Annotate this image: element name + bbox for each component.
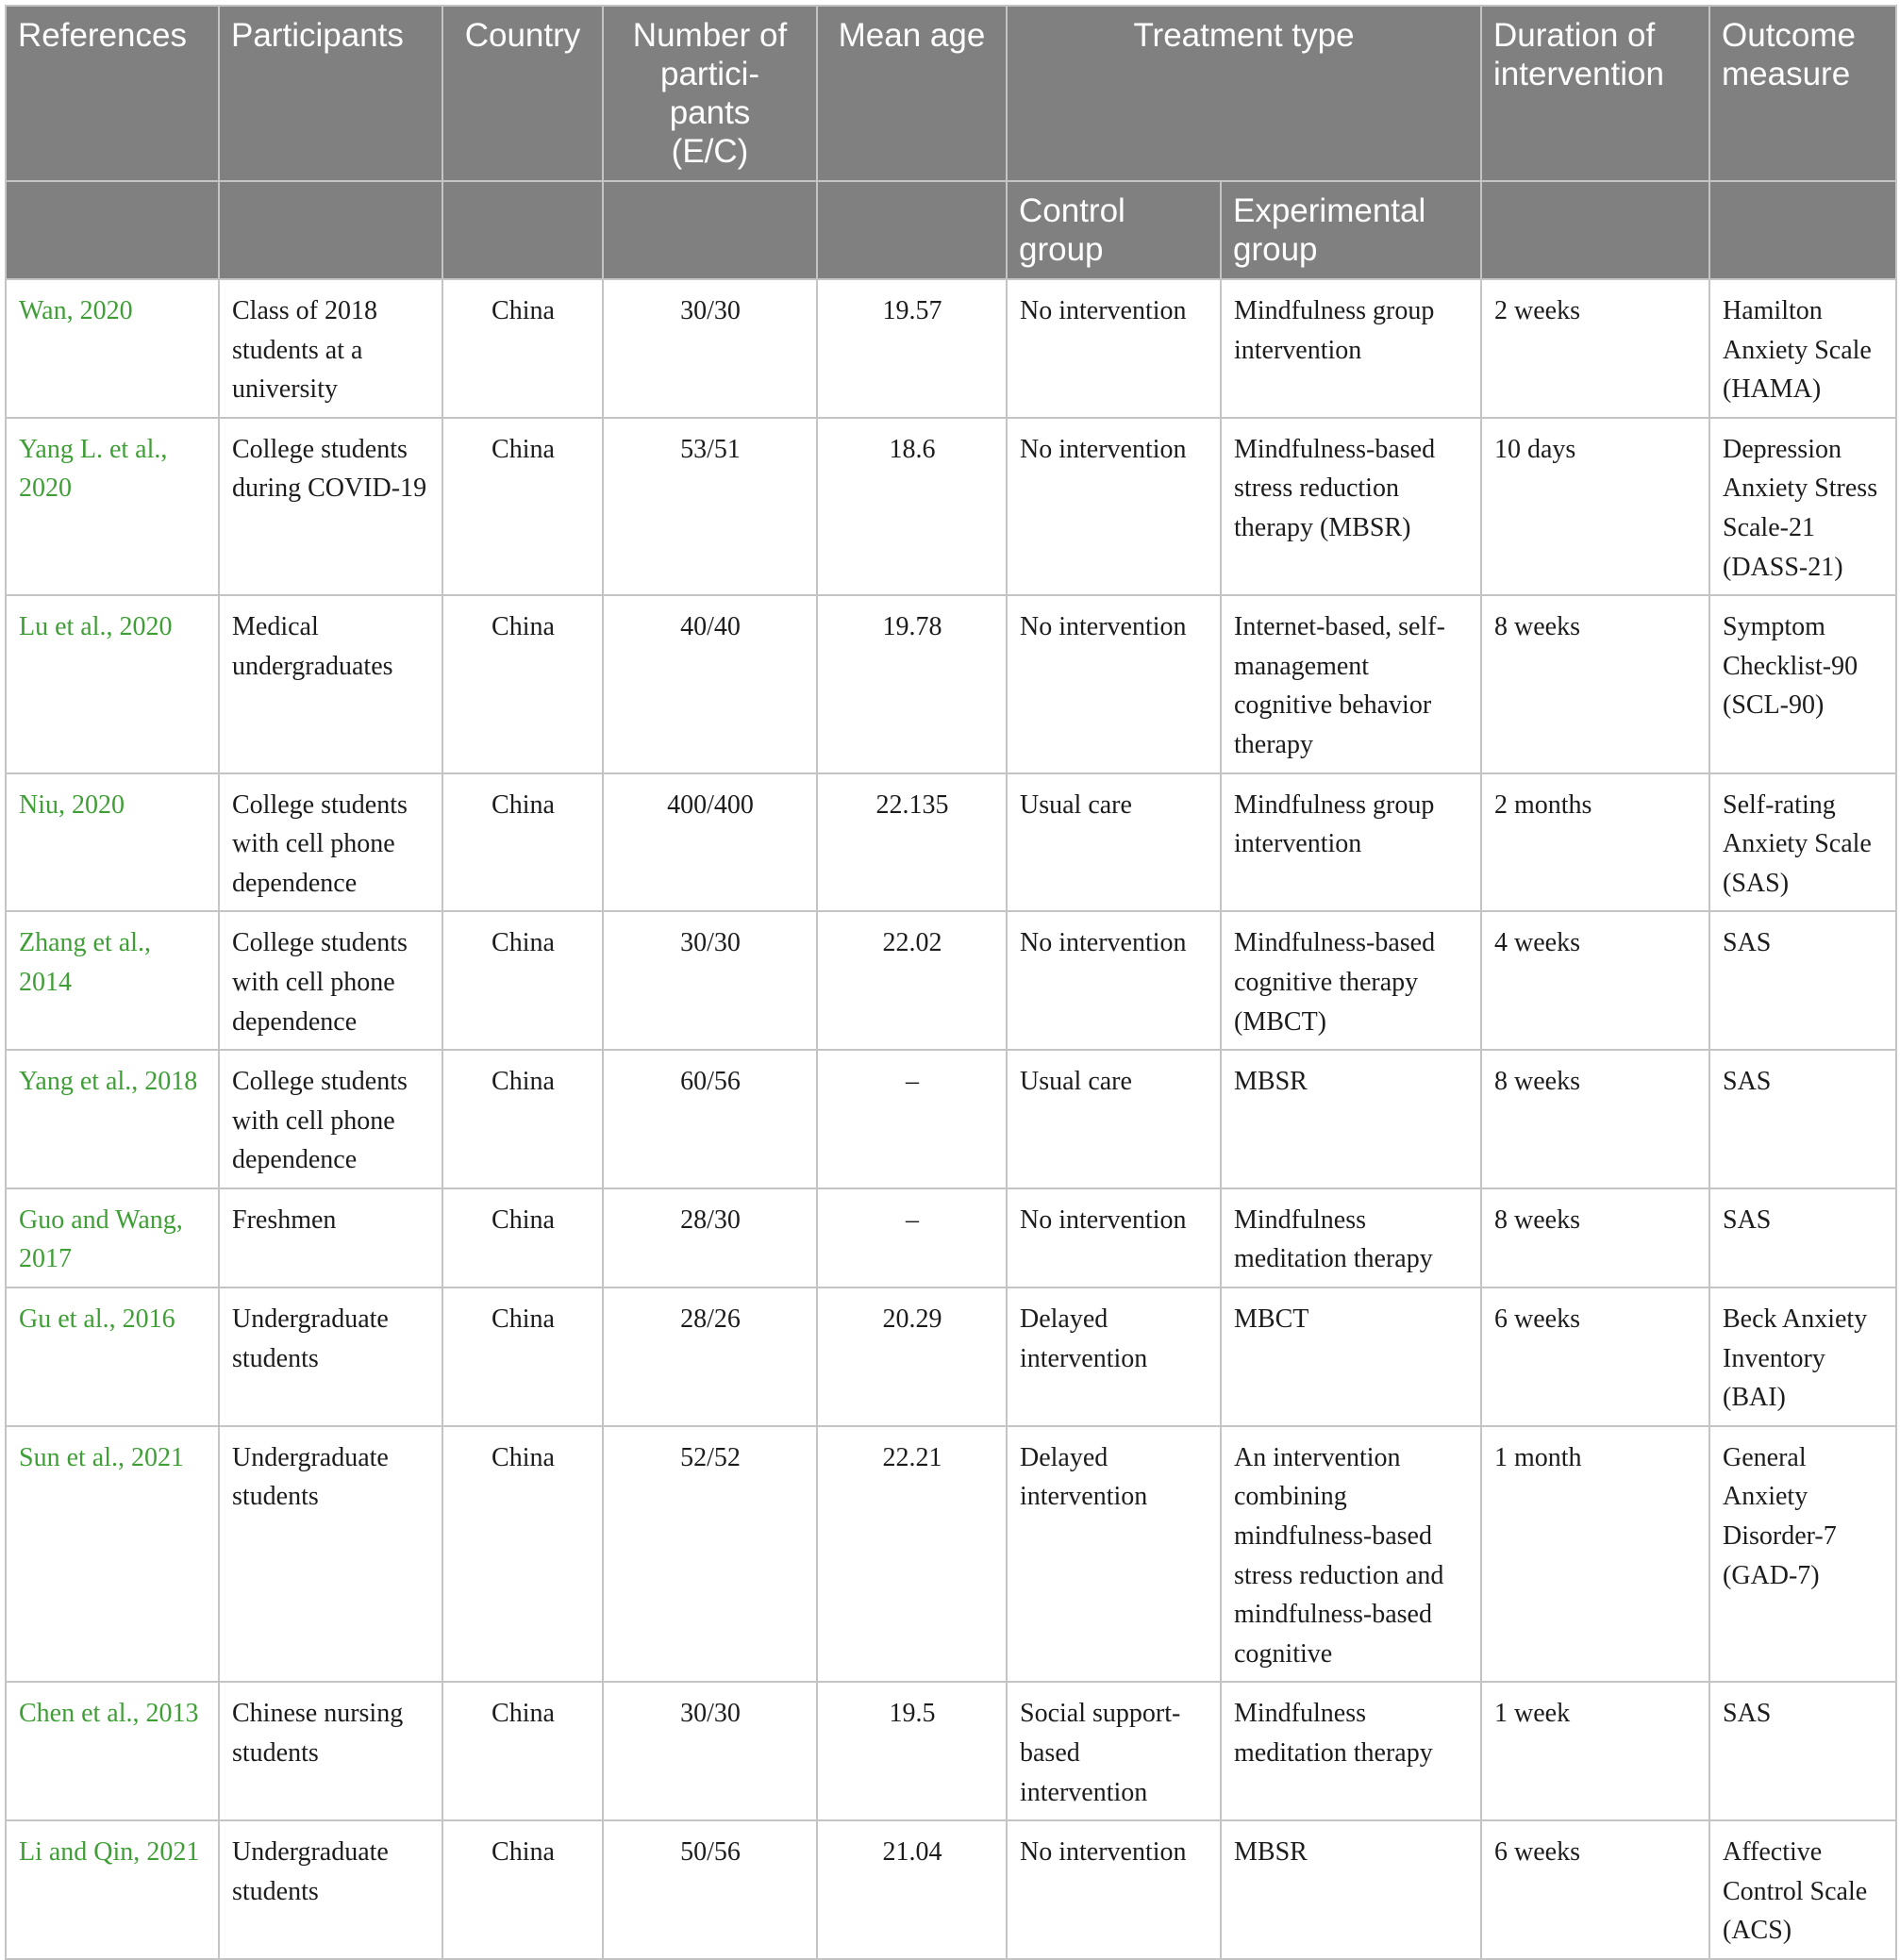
cell-country: China xyxy=(442,911,603,1050)
cell-country: China xyxy=(442,418,603,595)
reference-authors: Yang et al., xyxy=(19,1067,145,1097)
subheader-empty xyxy=(442,181,603,279)
cell-country: China xyxy=(442,1820,603,1959)
cell-reference xyxy=(6,911,219,1050)
cell-number: 60/56 xyxy=(603,1050,817,1188)
cell-control-group: No intervention xyxy=(1007,911,1221,1050)
cell-duration: 6 weeks xyxy=(1481,1287,1709,1426)
reference-year-link[interactable]: 2020 xyxy=(119,612,173,642)
cell-outcome-measure: Hamilton Anxiety Scale (HAMA) xyxy=(1709,279,1896,418)
reference-authors: Zhang et al., xyxy=(19,928,151,958)
cell-participants: Undergraduate students xyxy=(219,1287,442,1426)
table-row xyxy=(6,1188,1896,1287)
subheader-empty xyxy=(603,181,817,279)
reference-year-link[interactable]: 2020 xyxy=(72,789,125,820)
cell-mean-age: 22.21 xyxy=(817,1426,1007,1683)
cell-number: 28/26 xyxy=(603,1287,817,1426)
cell-reference xyxy=(6,418,219,595)
reference-year-link[interactable]: 2020 xyxy=(19,473,72,504)
header-participants: Participants xyxy=(219,6,442,181)
cell-experimental-group: MBSR xyxy=(1221,1820,1481,1959)
cell-duration: 6 weeks xyxy=(1481,1820,1709,1959)
header-number: Number of partici- pants (E/C) xyxy=(603,6,817,181)
cell-number: 30/30 xyxy=(603,1682,817,1820)
cell-reference xyxy=(6,279,219,418)
cell-duration: 4 weeks xyxy=(1481,911,1709,1050)
cell-country: China xyxy=(442,595,603,772)
cell-control-group: No intervention xyxy=(1007,279,1221,418)
reference-authors: Li and Qin, xyxy=(19,1837,147,1868)
cell-number: 53/51 xyxy=(603,418,817,595)
reference-year-link[interactable]: 2021 xyxy=(146,1837,200,1868)
cell-mean-age: – xyxy=(817,1050,1007,1188)
cell-country: China xyxy=(442,1682,603,1820)
table-row xyxy=(6,911,1896,1050)
cell-control-group: No intervention xyxy=(1007,595,1221,772)
header-country: Country xyxy=(442,6,603,181)
cell-control-group: No intervention xyxy=(1007,1188,1221,1287)
cell-control-group: Usual care xyxy=(1007,1050,1221,1188)
cell-control-group: Delayed intervention xyxy=(1007,1426,1221,1683)
cell-participants: College students during COVID-19 xyxy=(219,418,442,595)
header-experimental-group: Experimental group xyxy=(1221,181,1481,279)
header-duration: Duration of intervention xyxy=(1481,6,1709,181)
cell-experimental-group: Mindfulness group intervention xyxy=(1221,773,1481,912)
cell-outcome-measure: Affective Control Scale (ACS) xyxy=(1709,1820,1896,1959)
table-body xyxy=(6,279,1896,1959)
subheader-empty xyxy=(817,181,1007,279)
cell-number: 40/40 xyxy=(603,595,817,772)
cell-outcome-measure: Depression Anxiety Stress Scale-21 (DASS-21) xyxy=(1709,418,1896,595)
table-row xyxy=(6,1426,1896,1683)
cell-participants: Chinese nursing students xyxy=(219,1682,442,1820)
cell-experimental-group: Mindfulness meditation therapy xyxy=(1221,1682,1481,1820)
table-row xyxy=(6,418,1896,595)
cell-reference xyxy=(6,1426,219,1683)
cell-participants: Undergraduate students xyxy=(219,1820,442,1959)
cell-duration: 10 days xyxy=(1481,418,1709,595)
reference-authors: Gu et al., xyxy=(19,1304,123,1335)
cell-duration: 2 weeks xyxy=(1481,279,1709,418)
cell-country: China xyxy=(442,1050,603,1188)
cell-mean-age: – xyxy=(817,1188,1007,1287)
header-mean-age: Mean age xyxy=(817,6,1007,181)
cell-outcome-measure: SAS xyxy=(1709,1050,1896,1188)
studies-table xyxy=(5,5,1897,1960)
cell-mean-age: 19.5 xyxy=(817,1682,1007,1820)
reference-authors: Wan, xyxy=(19,296,80,325)
cell-reference xyxy=(6,1820,219,1959)
cell-outcome-measure: SAS xyxy=(1709,911,1896,1050)
header-outcome: Outcome measure xyxy=(1709,6,1896,181)
cell-experimental-group: Mindfulness-based cognitive therapy (MBCT) xyxy=(1221,911,1481,1050)
reference-authors: Guo and Wang, xyxy=(19,1204,183,1235)
cell-experimental-group: MBSR xyxy=(1221,1050,1481,1188)
subheader-empty xyxy=(1709,181,1896,279)
cell-country: China xyxy=(442,1287,603,1426)
cell-experimental-group: Mindfulness group intervention xyxy=(1221,279,1481,418)
reference-year-link[interactable]: 2018 xyxy=(144,1067,198,1097)
reference-year-link[interactable]: 2020 xyxy=(79,296,133,325)
cell-participants: Medical undergraduates xyxy=(219,595,442,772)
reference-year-link[interactable]: 2013 xyxy=(145,1699,199,1729)
cell-experimental-group: Internet-based, self-management cognitive behavior therapy xyxy=(1221,595,1481,772)
cell-experimental-group: MBCT xyxy=(1221,1287,1481,1426)
cell-participants: College students with cell phone dependence xyxy=(219,911,442,1050)
cell-control-group: Delayed intervention xyxy=(1007,1287,1221,1426)
reference-authors: Sun et al., xyxy=(19,1442,131,1472)
cell-reference xyxy=(6,1050,219,1188)
cell-participants: Undergraduate students xyxy=(219,1426,442,1683)
cell-duration: 8 weeks xyxy=(1481,1188,1709,1287)
cell-experimental-group: Mindfulness meditation therapy xyxy=(1221,1188,1481,1287)
cell-duration: 1 week xyxy=(1481,1682,1709,1820)
reference-authors: Niu, xyxy=(19,789,72,820)
cell-country: China xyxy=(442,773,603,912)
reference-year-link[interactable]: 2016 xyxy=(122,1304,175,1335)
cell-participants: College students with cell phone dependence xyxy=(219,1050,442,1188)
cell-reference xyxy=(6,773,219,912)
cell-experimental-group: An intervention combining mindfulness-based stress reduction and mindfulness-based cognitive xyxy=(1221,1426,1481,1683)
cell-reference xyxy=(6,1682,219,1820)
cell-number: 50/56 xyxy=(603,1820,817,1959)
table-row xyxy=(6,279,1896,418)
cell-number: 400/400 xyxy=(603,773,817,912)
cell-outcome-measure: SAS xyxy=(1709,1188,1896,1287)
cell-number: 30/30 xyxy=(603,279,817,418)
cell-outcome-measure: Symptom Checklist-90 (SCL-90) xyxy=(1709,595,1896,772)
header-control-group: Control group xyxy=(1007,181,1221,279)
header-treatment-type: Treatment type xyxy=(1007,6,1481,181)
table-row xyxy=(6,773,1896,912)
cell-mean-age: 22.02 xyxy=(817,911,1007,1050)
cell-country: China xyxy=(442,1188,603,1287)
table-row xyxy=(6,1820,1896,1959)
cell-reference xyxy=(6,1188,219,1287)
cell-participants: College students with cell phone dependence xyxy=(219,773,442,912)
cell-country: China xyxy=(442,1426,603,1683)
cell-number: 28/30 xyxy=(603,1188,817,1287)
cell-outcome-measure: Beck Anxiety Inventory (BAI) xyxy=(1709,1287,1896,1426)
cell-outcome-measure: General Anxiety Disorder-7 (GAD-7) xyxy=(1709,1426,1896,1683)
table-row xyxy=(6,1287,1896,1426)
reference-year-link[interactable]: 2021 xyxy=(131,1442,184,1472)
cell-number: 30/30 xyxy=(603,911,817,1050)
reference-authors: Chen et al., xyxy=(19,1699,146,1729)
cell-control-group: Social support-based intervention xyxy=(1007,1682,1221,1820)
cell-duration: 1 month xyxy=(1481,1426,1709,1683)
cell-country: China xyxy=(442,279,603,418)
reference-authors: Yang L. et al., xyxy=(19,434,168,464)
table-row xyxy=(6,595,1896,772)
cell-participants: Class of 2018 students at a university xyxy=(219,279,442,418)
reference-authors: Lu et al., xyxy=(19,612,120,642)
cell-mean-age: 21.04 xyxy=(817,1820,1007,1959)
subheader-empty xyxy=(1481,181,1709,279)
cell-outcome-measure: Self-rating Anxiety Scale (SAS) xyxy=(1709,773,1896,912)
table-row xyxy=(6,1682,1896,1820)
cell-reference xyxy=(6,595,219,772)
cell-control-group: Usual care xyxy=(1007,773,1221,912)
cell-mean-age: 18.6 xyxy=(817,418,1007,595)
reference-year-link[interactable]: 2014 xyxy=(19,967,72,997)
cell-participants: Freshmen xyxy=(219,1188,442,1287)
cell-reference xyxy=(6,1287,219,1426)
cell-mean-age: 20.29 xyxy=(817,1287,1007,1426)
header-references: References xyxy=(6,6,219,181)
reference-year-link[interactable]: 2017 xyxy=(19,1244,72,1274)
cell-mean-age: 22.135 xyxy=(817,773,1007,912)
cell-duration: 2 months xyxy=(1481,773,1709,912)
table-row xyxy=(6,1050,1896,1188)
subheader-empty xyxy=(219,181,442,279)
cell-outcome-measure: SAS xyxy=(1709,1682,1896,1820)
cell-experimental-group: Mindfulness-based stress reduction therapy (MBSR) xyxy=(1221,418,1481,595)
cell-number: 52/52 xyxy=(603,1426,817,1683)
cell-duration: 8 weeks xyxy=(1481,595,1709,772)
cell-mean-age: 19.57 xyxy=(817,279,1007,418)
cell-control-group: No intervention xyxy=(1007,1820,1221,1959)
subheader-empty xyxy=(6,181,219,279)
cell-control-group: No intervention xyxy=(1007,418,1221,595)
cell-duration: 8 weeks xyxy=(1481,1050,1709,1188)
cell-mean-age: 19.78 xyxy=(817,595,1007,772)
